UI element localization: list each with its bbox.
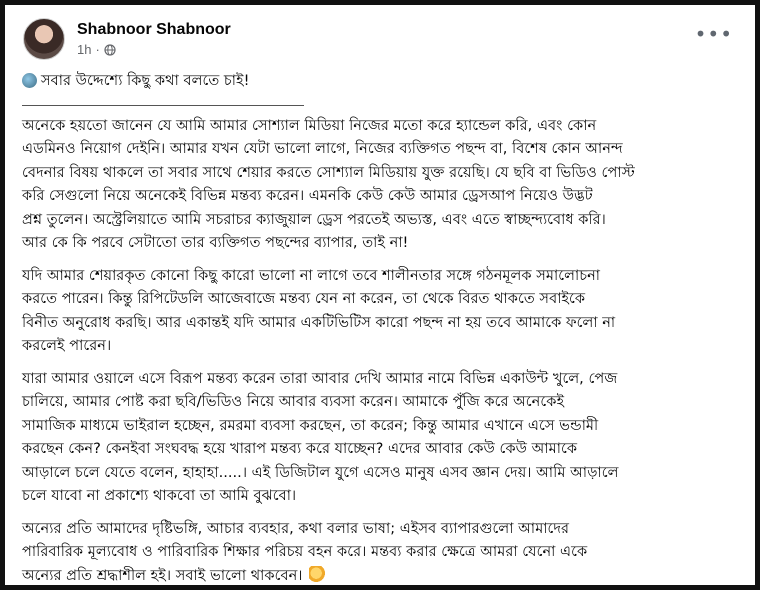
paragraph-line: অন্যের প্রতি শ্রদ্ধাশীল হই। সবাই ভালো থাকবেন। [22,564,741,586]
paragraph-line: আর কে কি পরবে সেটাতো তার ব্যক্তিগত পছন্দের ব্যাপার, তাই না! [22,234,409,251]
divider [22,105,304,106]
paragraph-line: করছেন কেন? কেনইবা সংঘবদ্ধ হয়ে খারাপ মন্তব্য করে যাচ্ছেন? এদের আবার কেউ কেউ আমাকে [22,440,578,457]
greeting-text: সবার উদ্দেশ্যে কিছু কথা বলতে চাই! [41,72,250,89]
paragraph-line: করলেই পারেন। [22,337,112,354]
paragraph-line: করতে পারেন। কিন্তু রিপিটেডলি আজেবাজে মন্তব্য যেন না করেন, তা থেকে বিরত থাকতে সবাইকে [22,290,586,307]
post-paragraph [22,517,741,586]
post-paragraph [22,264,741,358]
post-paragraph [22,114,741,255]
paragraph-line: চলে যাবো না প্রকাশ্যে থাকবো তা আমি বুঝবো। [22,487,297,504]
post-timestamp[interactable]: 1h [77,42,92,57]
paragraph-line: অন্যের প্রতি আমাদের দৃষ্টিভঙ্গি, আচার ব্যবহার, কথা বলার ভাষা; এইসব ব্যাপারগুলো আমাদের [22,519,570,537]
post-header [23,18,231,60]
paragraph-line: যদি আমার শেয়ারকৃত কোনো কিছু কারো ভালো না লাগে তবে শালীনতার সঙ্গে গঠনমূলক সমালোচনা [22,266,601,284]
paragraph-line: আড়ালে চলে যেতে বলেন, হাহাহা.....। এই ডিজিটাল যুগে এসেও মানুষ এসব জ্ঞান দেয়। আমি আড়ালে [22,463,619,481]
earth-emoji-icon [22,73,37,88]
paragraph-line: বেদনার বিষয় থাকলে তা সবার সাথে শেয়ার করতে সোশ্যাল মিডিয়ায় যুক্ত রয়েছি। যে ছবি বা ভিডিও পোস্ট [22,163,635,181]
more-options-icon[interactable]: ••• [694,22,733,46]
author-name[interactable]: Shabnoor Shabnoor [77,21,231,38]
paragraph-line: চালিয়ে, আমার পোষ্ট করা ছবি/ভিডিও নিয়ে আবার ব্যবসা করেন। আমাকে পুঁজি করে অনেকেই [22,393,565,410]
post-meta [77,21,231,57]
paragraph-line: অনেকে হয়তো জানেন যে আমি আমার সোশ্যাল মিডিয়া নিজের মতো করে হ্যান্ডেল করি, এবং কোন [22,116,597,134]
paragraph-line: পারিবারিক মূল্যবোধ ও পারিবারিক শিক্ষার পরিচয় বহন করে। মন্তব্য করার ক্ষেত্রে আমরা যেনো একে [22,543,588,560]
post-paragraph [22,367,741,508]
avatar[interactable] [23,18,65,60]
paragraph-line: এডমিনও নিয়োগ দেইনি। আমার যখন যেটা ভালো লাগে, নিজের ব্যক্তিগত পছন্দ বা, বিশেষ কোন আনন্দ [22,140,623,157]
paragraph-line: প্রশ্ন তুলেন। অস্ট্রেলিয়াতে আমি সচরাচর ক্যাজুয়াল ড্রেস পরতেই অভ্যস্ত, এবং এতে স্বাচ্ছন্দ্যবোধ করি। [22,210,606,228]
separator-dot: · [95,42,100,57]
facebook-post-card [5,5,755,585]
greeting-line [22,69,741,93]
paragraph-line: বিনীত অনুরোধ করছি। আর একান্তই যদি আমার একটিভিটিস কারো পছন্দ না হয় তবে আমাকে ফলো না [22,313,616,331]
globe-icon[interactable] [104,44,116,56]
paragraph-line: করি সেগুলো নিয়ে অনেকেই বিভিন্ন মন্তব্য করেন। এমনকি কেউ কেউ আমার ড্রেসআপ নিয়েও উদ্ভট [22,187,593,204]
paragraph-line: সামাজিক মাধ্যমে ভাইরাল হচ্ছেন, রমরমা ব্যবসা করছেন, তা করেন; কিন্তু আমার এখানে এসে ভন্ডামী [22,416,599,434]
post-subline [77,42,231,57]
post-paragraphs [22,114,741,586]
post-body [22,69,741,585]
paragraph-line: যারা আমার ওয়ালে এসে বিরূপ মন্তব্য করেন তারা আবার দেখি আমার নামে বিভিন্ন একাউন্ট খুলে, পেজ [22,369,618,387]
clapping-hands-emoji-icon [309,566,325,582]
